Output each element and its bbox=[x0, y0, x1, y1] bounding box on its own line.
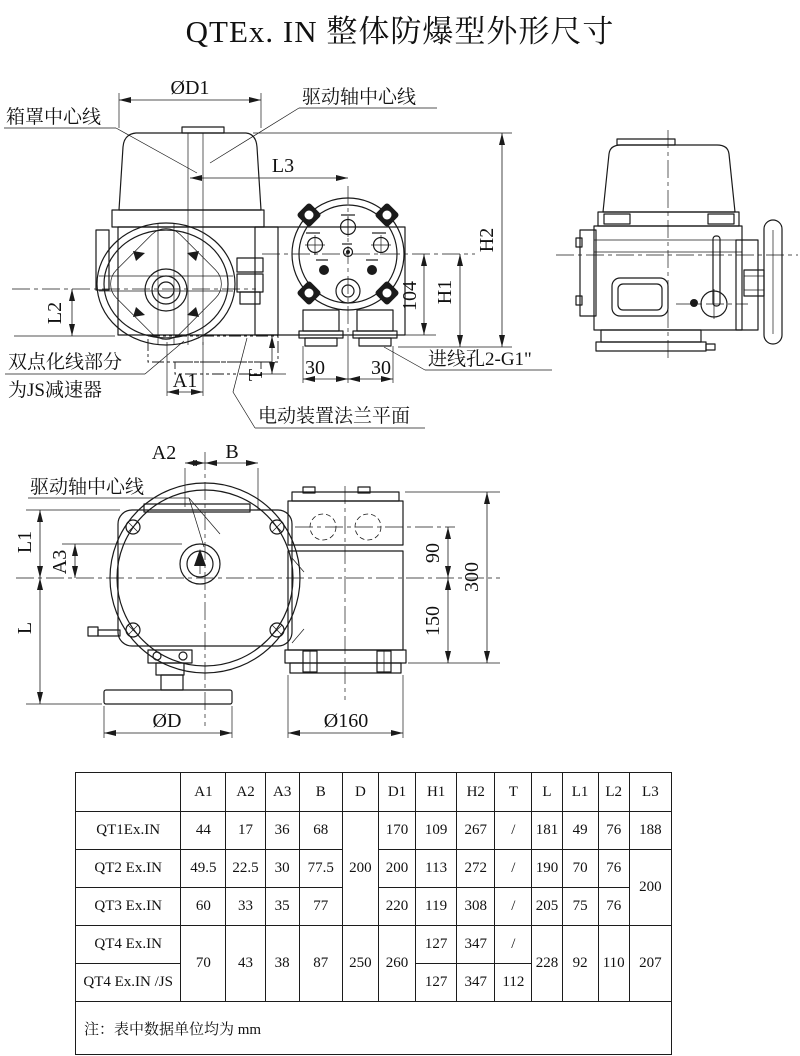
table-cell: 181 bbox=[532, 812, 562, 850]
table-cell: 220 bbox=[378, 888, 415, 926]
page-title: QTEx. IN 整体防爆型外形尺寸 bbox=[185, 14, 615, 49]
table-cell: 77.5 bbox=[299, 850, 342, 888]
table-cell: 112 bbox=[495, 964, 532, 1002]
table-note: 注：表中数据单位均为 mm bbox=[76, 1002, 672, 1055]
table-cell: 267 bbox=[457, 812, 495, 850]
table-cell: 347 bbox=[457, 926, 495, 964]
dim-label-a3: A3 bbox=[49, 549, 71, 575]
table-cell: 22.5 bbox=[226, 850, 265, 888]
dim-label-b: B bbox=[225, 441, 239, 463]
table-header-cell: A1 bbox=[181, 773, 226, 812]
table-cell: 200 bbox=[342, 812, 378, 926]
table-header-row bbox=[76, 773, 672, 812]
dim-label-l1: L1 bbox=[14, 530, 36, 554]
dim-label-h2: H2 bbox=[476, 227, 498, 253]
table-header-cell: A2 bbox=[226, 773, 265, 812]
table-cell: 30 bbox=[265, 850, 299, 888]
shaft-centerline-label-front: 驱动轴中心线 bbox=[302, 87, 417, 108]
table-header-cell: L1 bbox=[562, 773, 598, 812]
cover-centerline-label: 箱罩中心线 bbox=[6, 107, 102, 128]
table-cell: 68 bbox=[299, 812, 342, 850]
dim-label-90: 90 bbox=[422, 543, 444, 563]
table-cell: 49 bbox=[562, 812, 598, 850]
table-header-cell: A3 bbox=[265, 773, 299, 812]
table-cell: 92 bbox=[562, 926, 598, 1002]
dim-label-l2: L2 bbox=[44, 301, 66, 325]
table-cell: 205 bbox=[532, 888, 562, 926]
table-cell: / bbox=[495, 926, 532, 964]
table-cell: 44 bbox=[181, 812, 226, 850]
dim-label-30-right: 30 bbox=[371, 357, 391, 379]
shaft-centerline-label-top: 驱动轴中心线 bbox=[30, 477, 145, 498]
dim-label-30-left: 30 bbox=[305, 357, 325, 379]
table-cell: 200 bbox=[629, 850, 671, 926]
table-cell: 60 bbox=[181, 888, 226, 926]
table-cell: 36 bbox=[265, 812, 299, 850]
model-cell: QT3 Ex.IN bbox=[76, 888, 181, 926]
table-header-cell: T bbox=[495, 773, 532, 812]
table-cell: 76 bbox=[598, 812, 629, 850]
table-cell: 170 bbox=[378, 812, 415, 850]
model-cell: QT4 Ex.IN bbox=[76, 926, 181, 964]
table-cell: 308 bbox=[457, 888, 495, 926]
model-cell: QT1Ex.IN bbox=[76, 812, 181, 850]
table-header-cell: D1 bbox=[378, 773, 415, 812]
table-row bbox=[76, 926, 672, 964]
flange-plane-label: 电动装置法兰平面 bbox=[258, 406, 411, 427]
table-cell: 347 bbox=[457, 964, 495, 1002]
table-cell: 38 bbox=[265, 926, 299, 1002]
model-cell: QT4 Ex.IN /JS bbox=[76, 964, 181, 1002]
table-cell: 272 bbox=[457, 850, 495, 888]
table-cell: 113 bbox=[416, 850, 457, 888]
table-header-cell bbox=[76, 773, 181, 812]
side-view bbox=[556, 130, 798, 362]
dimensions-table bbox=[75, 772, 672, 1055]
table-cell: 70 bbox=[562, 850, 598, 888]
table-cell: 127 bbox=[416, 964, 457, 1002]
table-header-cell: L bbox=[532, 773, 562, 812]
table-cell: 43 bbox=[226, 926, 265, 1002]
table-cell: 250 bbox=[342, 926, 378, 1002]
table-cell: 228 bbox=[532, 926, 562, 1002]
table-cell: 87 bbox=[299, 926, 342, 1002]
table-header-cell: H1 bbox=[416, 773, 457, 812]
table-cell: 200 bbox=[378, 850, 415, 888]
dim-label-a2: A2 bbox=[151, 442, 177, 464]
table-cell: 49.5 bbox=[181, 850, 226, 888]
table-header-cell: L2 bbox=[598, 773, 629, 812]
table-cell: 109 bbox=[416, 812, 457, 850]
table-cell: 127 bbox=[416, 926, 457, 964]
table-cell: 35 bbox=[265, 888, 299, 926]
dim-label-od: ØD bbox=[152, 710, 182, 732]
table-cell: / bbox=[495, 888, 532, 926]
table-cell: / bbox=[495, 850, 532, 888]
table-header-cell: B bbox=[299, 773, 342, 812]
table-cell: 76 bbox=[598, 850, 629, 888]
dim-label-h1: H1 bbox=[434, 279, 456, 305]
table-cell: 33 bbox=[226, 888, 265, 926]
table-header-cell: H2 bbox=[457, 773, 495, 812]
table-cell: 17 bbox=[226, 812, 265, 850]
table-cell: / bbox=[495, 812, 532, 850]
dim-label-od1: ØD1 bbox=[170, 77, 210, 99]
table-cell: 188 bbox=[629, 812, 671, 850]
table-row bbox=[76, 812, 672, 850]
front-view bbox=[4, 77, 552, 428]
table-cell: 119 bbox=[416, 888, 457, 926]
table-cell: 260 bbox=[378, 926, 415, 1002]
table-cell: 207 bbox=[629, 926, 671, 1002]
table-note-row bbox=[76, 1002, 672, 1055]
js-note-line2: 为JS减速器 bbox=[8, 380, 102, 401]
table-cell: 190 bbox=[532, 850, 562, 888]
table-header-cell: L3 bbox=[629, 773, 671, 812]
table-cell: 75 bbox=[562, 888, 598, 926]
cable-entry-label: 进线孔2-G1" bbox=[428, 349, 532, 370]
dim-label-300: 300 bbox=[461, 562, 483, 592]
dim-label-l3: L3 bbox=[271, 155, 295, 177]
table-cell: 70 bbox=[181, 926, 226, 1002]
dim-label-o160: Ø160 bbox=[323, 710, 369, 732]
table-cell: 110 bbox=[598, 926, 629, 1002]
top-view bbox=[14, 441, 500, 738]
model-cell: QT2 Ex.IN bbox=[76, 850, 181, 888]
js-note-line1: 双点化线部分 bbox=[8, 352, 123, 373]
dim-label-t: T bbox=[245, 368, 267, 382]
dim-label-a1: A1 bbox=[172, 370, 198, 392]
dim-label-l: L bbox=[14, 621, 36, 635]
table-cell: 76 bbox=[598, 888, 629, 926]
table-cell: 77 bbox=[299, 888, 342, 926]
table-header-cell: D bbox=[342, 773, 378, 812]
dim-label-150: 150 bbox=[422, 606, 444, 636]
dim-label-104: 104 bbox=[399, 281, 421, 311]
